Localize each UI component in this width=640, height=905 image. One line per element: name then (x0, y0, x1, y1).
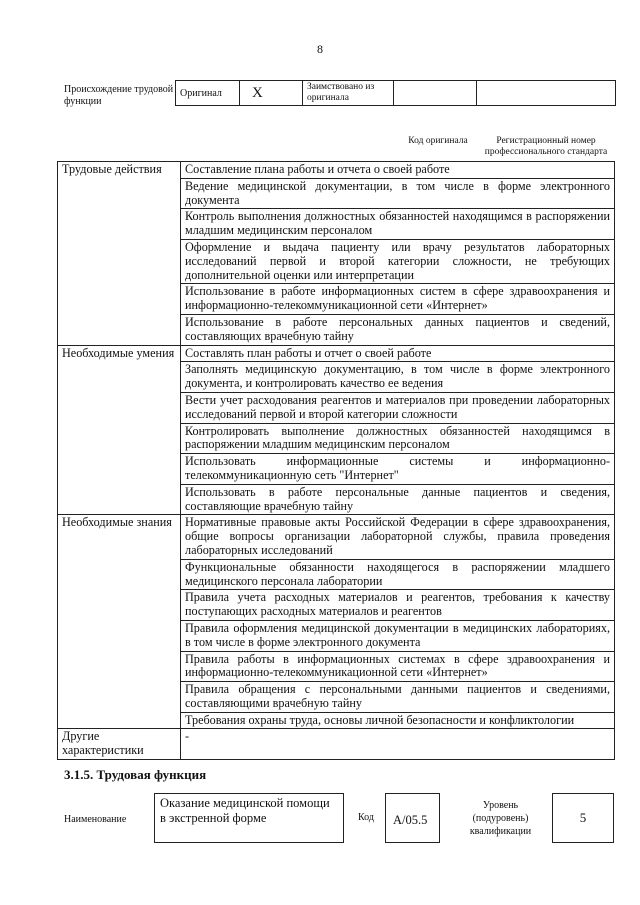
original-mark: X (240, 81, 303, 106)
requirement-item: Использование в работе персональных данных пациентов и сведений, составляющих врачебную тайну (181, 314, 615, 345)
page-number: 8 (317, 42, 323, 56)
qualification-level-label: Уровень (подуровень) квалификации (469, 800, 532, 837)
section-heading: Необходимые умения (58, 345, 181, 515)
requirement-item: Составлять план работы и отчет о своей работе (181, 345, 615, 362)
code-caption: Код оригинала (408, 136, 468, 146)
requirement-item: Вести учет расходования реагентов и материалов при проведении лабораторных исследований первой и второй категории сложности (181, 392, 615, 423)
requirements-body (58, 162, 615, 760)
requirement-item: Требования охраны труда, основы личной безопасности и конфликтологии (181, 712, 615, 729)
requirement-item: Нормативные правовые акты Российской Федерации в сфере здравоохранения, общие вопросы организации лабораторной службы, правила проведения лабораторных исследований (181, 515, 615, 559)
origin-table (175, 80, 616, 106)
name-label: Наименование (64, 814, 127, 825)
origin-label: Происхождение трудовой функции (64, 84, 174, 107)
requirement-item: Использовать в работе персональные данные пациентов и сведения, составляющие врачебную тайну (181, 484, 615, 515)
requirement-row (58, 162, 615, 179)
section-heading: Необходимые знания (58, 515, 181, 729)
requirement-item: Заполнять медицинскую документацию, в том числе в форме электронного документа, и контролировать качество ее ведения (181, 362, 615, 393)
original-code-cell (394, 81, 477, 106)
requirements-table (57, 161, 615, 760)
requirement-item: Правила учета расходных материалов и реагентов, требования к качеству поступающих расходных материалов и реагентов (181, 590, 615, 621)
requirement-row (58, 515, 615, 559)
requirement-item: Правила работы в информационных системах в сфере здравоохранения и информационно-телекоммуникационной сети «Интернет» (181, 651, 615, 682)
requirement-item: Ведение медицинской документации, в том числе в форме электронного документа (181, 178, 615, 209)
requirement-item: Правила оформления медицинской документации в медицинских лабораториях, в том числе в форме электронного документа (181, 620, 615, 651)
section-title: 3.1.5. Трудовая функция (64, 767, 207, 782)
requirement-item: Использование в работе информационных систем в сфере здравоохранения и информационно-телекоммуникационной сети «Интернет» (181, 284, 615, 315)
registration-caption: Регистрационный номер профессионального стандарта (484, 136, 608, 157)
requirement-item: Оформление и выдача пациенту или врачу результатов лабораторных исследований первой и второй категории сложности, не требующих дополнительной оценки или интерпретации (181, 239, 615, 283)
requirement-row (58, 345, 615, 362)
section-heading: Другие характеристики (58, 729, 181, 760)
section-heading: Трудовые действия (58, 162, 181, 346)
requirement-item: Правила обращения с персональными данными пациентов и сведениями, составляющими врачебную тайну (181, 682, 615, 713)
registration-number-cell (477, 81, 616, 106)
qualification-level-field: 5 (552, 793, 614, 843)
requirement-item: - (181, 729, 615, 760)
requirement-item: Функциональные обязанности находящегося в распоряжении младшего медицинского персонала лаборатории (181, 559, 615, 590)
requirement-item: Контроль выполнения должностных обязанностей находящимся в распоряжении младшим медицинским персоналом (181, 209, 615, 240)
requirement-row (58, 729, 615, 760)
borrowed-label: Заимствовано из оригинала (303, 81, 394, 106)
requirement-item: Использовать информационные системы и информационно-телекоммуникационную сеть "Интернет" (181, 454, 615, 485)
requirement-item: Составление плана работы и отчета о своей работе (181, 162, 615, 179)
function-name-field: Оказание медицинской помощи в экстренной форме (154, 793, 344, 843)
original-label: Оригинал (176, 81, 240, 106)
function-code-field: A/05.5 (385, 793, 440, 843)
requirement-item: Контролировать выполнение должностных обязанностей находящимся в распоряжении младшим медицинским персоналом (181, 423, 615, 454)
code-label: Код (358, 812, 374, 823)
